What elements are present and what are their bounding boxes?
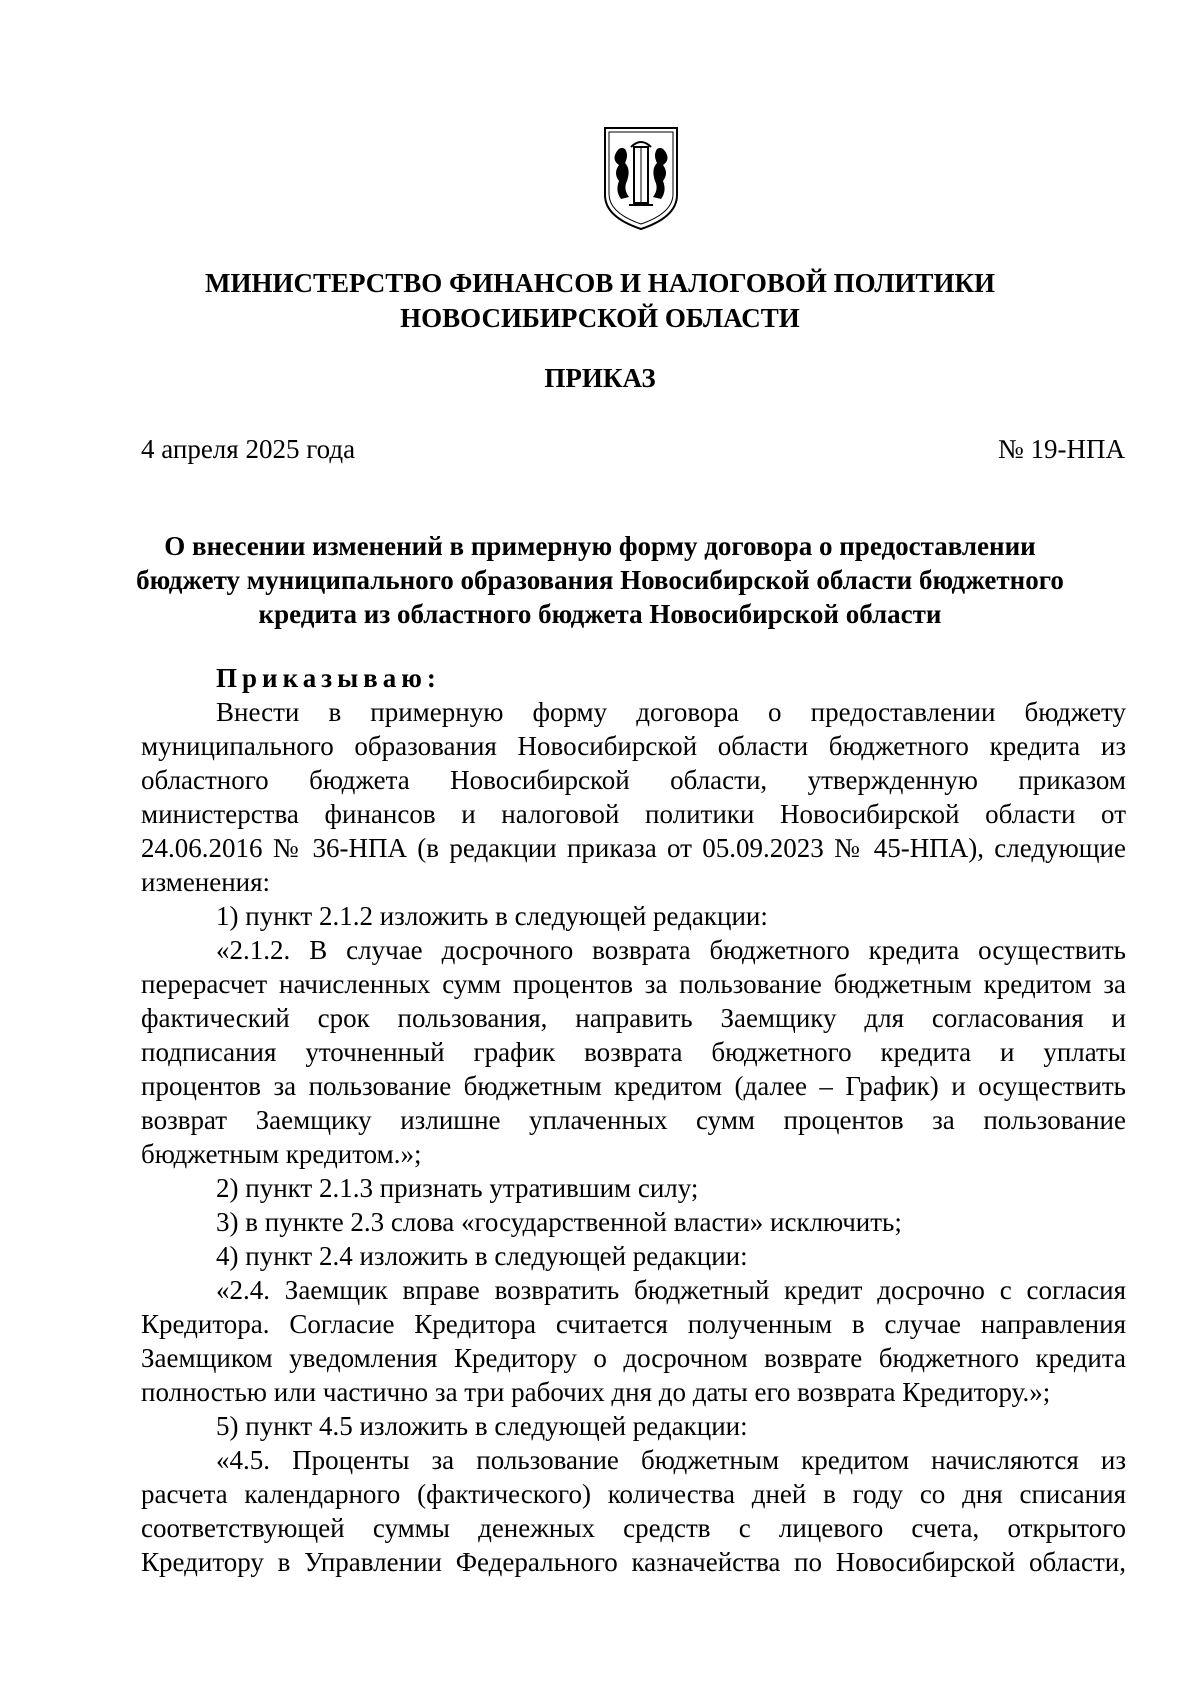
order-date: 4 апреля 2025 года [141, 434, 356, 464]
body-line: «4.5. Проценты за пользование бюджетным кредитом начисляются из [216, 1445, 1126, 1475]
date-number-row [141, 432, 1125, 466]
subject-line: бюджету муниципального образования Новосибирской области бюджетного [136, 565, 1064, 595]
body-line: 5) пункт 4.5 изложить в следующей редакции: [216, 1411, 748, 1441]
body-line: Заемщиком уведомления Кредитору о досрочном возврате бюджетного кредита [141, 1343, 1126, 1373]
body-line: областного бюджета Новосибирской области, утвержденную приказом [141, 765, 1126, 795]
subject-line: О внесении изменений в примерную форму договора о предоставлении [164, 531, 1036, 561]
ministry-name-line1: МИНИСТЕРСТВО ФИНАНСОВ И НАЛОГОВОЙ ПОЛИТИКИ [204, 268, 996, 298]
body-line: Кредитора. Согласие Кредитора считается полученным в случае направления [141, 1309, 1126, 1339]
body-line: возврат Заемщику излишне уплаченных сумм процентов за пользование [141, 1105, 1126, 1135]
body-line: фактический срок пользования, направить Заемщику для согласования и [141, 1003, 1126, 1033]
ministry-name-line2: НОВОСИБИРСКОЙ ОБЛАСТИ [400, 303, 800, 333]
body-line: процентов за пользование бюджетным кредитом (далее – График) и осуществить [141, 1071, 1126, 1101]
body-line: муниципального образования Новосибирской области бюджетного кредита из [141, 731, 1126, 761]
coat-of-arms-icon [601, 125, 681, 230]
body-line: соответствующей суммы денежных средств с лицевого счета, открытого [141, 1513, 1126, 1543]
body-line: перерасчет начисленных сумм процентов за пользование бюджетным кредитом за [141, 969, 1126, 999]
order-subject [0, 529, 1200, 631]
body-line: 24.06.2016 № 36-НПА (в редакции приказа от 05.09.2023 № 45-НПА), следующие [141, 833, 1126, 863]
subject-line: кредита из областного бюджета Новосибирской области [258, 599, 942, 629]
body-line: «2.4. Заемщик вправе возвратить бюджетный кредит досрочно с согласия [216, 1275, 1126, 1305]
body-line: министерства финансов и налоговой политики Новосибирской области от [141, 799, 1126, 829]
body-line: полностью или частично за три рабочих дня до даты его возврата Кредитору.»; [141, 1377, 1051, 1407]
body-line: 4) пункт 2.4 изложить в следующей редакции: [216, 1241, 748, 1271]
document-type: ПРИКАЗ [544, 363, 656, 393]
body-line: изменения: [141, 867, 271, 897]
body-line: 2) пункт 2.1.3 признать утратившим силу; [216, 1173, 699, 1203]
body-line: Кредитору в Управлении Федерального казначейства по Новосибирской области, [141, 1547, 1126, 1577]
body-line: 3) в пункте 2.3 слова «государственной власти» исключить; [216, 1207, 902, 1237]
body-line: «2.1.2. В случае досрочного возврата бюджетного кредита осуществить [216, 935, 1126, 965]
body-line: подписания уточненный график возврата бюджетного кредита и уплаты [141, 1037, 1126, 1067]
body-line: Внести в примерную форму договора о предоставлении бюджету [216, 697, 1126, 727]
order-body [141, 661, 1126, 1579]
body-line: бюджетным кредитом.»; [141, 1139, 422, 1169]
body-line: расчета календарного (фактического) количества дней в году со дня списания [141, 1479, 1126, 1509]
order-number: № 19-НПА [998, 434, 1125, 464]
order-word: Приказываю: [216, 663, 441, 693]
body-line: 1) пункт 2.1.2 изложить в следующей редакции: [216, 901, 768, 931]
